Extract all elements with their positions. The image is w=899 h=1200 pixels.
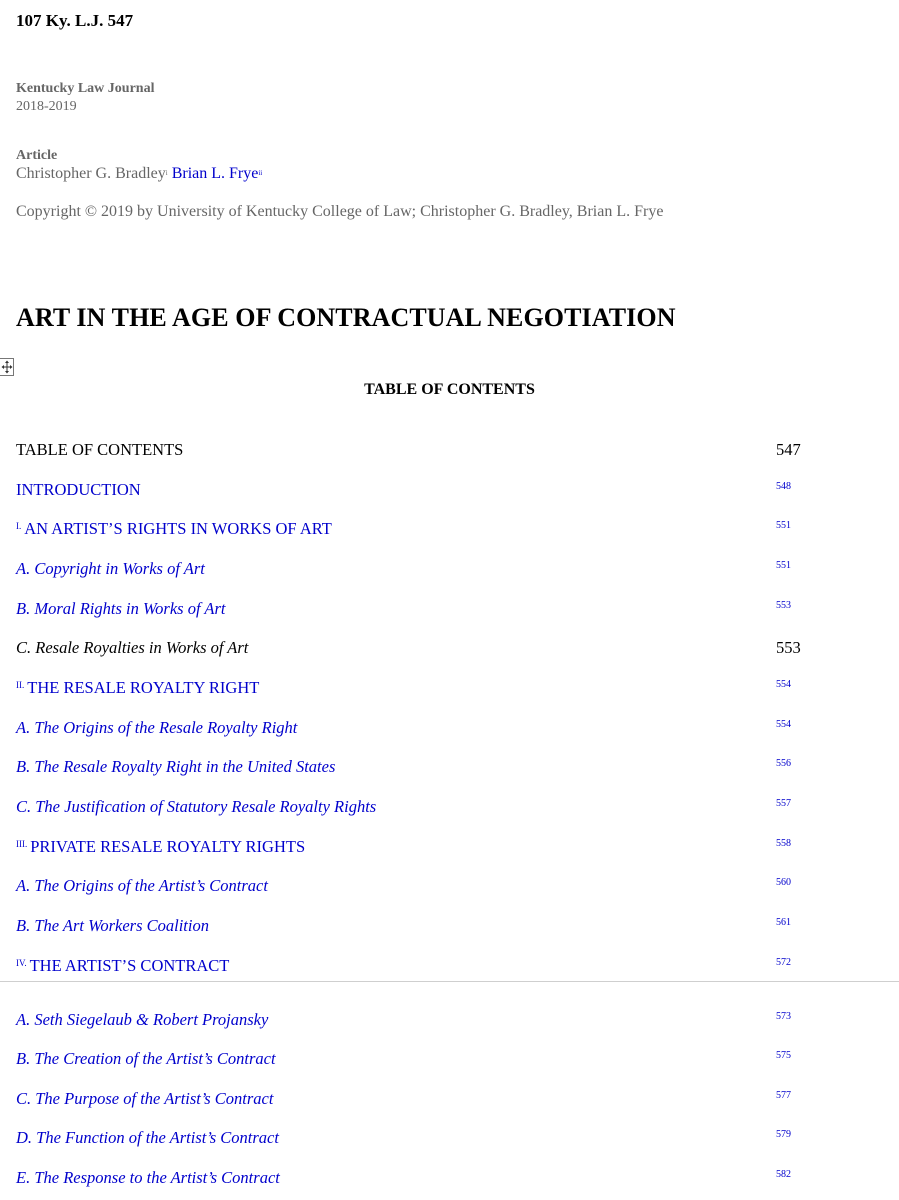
toc-page-number: 547 [776, 440, 801, 459]
toc-entry-text[interactable]: A. The Origins of the Resale Royalty Right [16, 718, 298, 737]
author-2-footnote[interactable]: ii [258, 169, 263, 177]
toc-entry-label[interactable] [16, 559, 205, 579]
toc-page-number[interactable]: 558 [776, 838, 791, 849]
toc-entry-text[interactable]: B. The Art Workers Coalition [16, 916, 209, 935]
toc-entry-text[interactable]: A. Copyright in Works of Art [16, 559, 205, 578]
toc-row[interactable] [0, 1049, 899, 1073]
toc-row[interactable] [0, 559, 899, 583]
toc-row[interactable] [0, 956, 899, 980]
toc-entry-text[interactable]: B. The Resale Royalty Right in the United States [16, 757, 336, 776]
toc-row[interactable] [0, 599, 899, 623]
toc-page-number[interactable]: 561 [776, 917, 791, 928]
toc-entry-text[interactable]: D. The Function of the Artist’s Contract [16, 1128, 279, 1147]
article-type: Article [16, 148, 58, 163]
citation: 107 Ky. L.J. 547 [16, 11, 134, 30]
toc-page-number[interactable]: 551 [776, 520, 791, 531]
toc-entry-text[interactable]: C. The Purpose of the Artist’s Contract [16, 1089, 274, 1108]
toc-heading: TABLE OF CONTENTS [364, 381, 535, 398]
toc-entry-label[interactable] [16, 956, 229, 976]
toc-entry-text[interactable]: E. The Response to the Artist’s Contract [16, 1168, 280, 1187]
toc-entry-label[interactable] [16, 599, 225, 619]
toc-page-number[interactable]: 582 [776, 1169, 791, 1180]
author-1-footnote[interactable]: i [165, 169, 168, 177]
toc-entry-label[interactable] [16, 519, 332, 539]
toc-row[interactable] [0, 1128, 899, 1152]
toc-page-number[interactable]: 554 [776, 679, 791, 690]
toc-page-number[interactable]: 548 [776, 481, 791, 492]
toc-entry-text[interactable]: C. The Justification of Statutory Resale Royalty Rights [16, 797, 377, 816]
toc-entry-label[interactable] [16, 797, 376, 817]
author-2-link[interactable]: Brian L. Frye [171, 165, 259, 182]
toc-row [0, 440, 899, 464]
toc-page-number[interactable]: 577 [776, 1090, 791, 1101]
toc-entry-label[interactable] [16, 757, 335, 777]
toc-entry-label[interactable] [16, 876, 268, 896]
move-arrows-icon[interactable] [0, 358, 14, 376]
toc-row[interactable] [0, 1089, 899, 1113]
toc-entry-label [16, 440, 183, 460]
toc-entry-text[interactable]: B. The Creation of the Artist’s Contract [16, 1049, 276, 1068]
toc-entry-text[interactable]: THE RESALE ROYALTY RIGHT [27, 678, 260, 697]
toc-entry-text[interactable]: A. Seth Siegelaub & Robert Projansky [16, 1010, 269, 1029]
divider [0, 981, 899, 982]
toc-row[interactable] [0, 1168, 899, 1192]
toc-page-number: 553 [776, 638, 801, 657]
toc-row[interactable] [0, 797, 899, 821]
toc-page-number[interactable]: 572 [776, 957, 791, 968]
toc-entry-text[interactable]: AN ARTIST’S RIGHTS IN WORKS OF ART [24, 519, 332, 538]
toc-entry-label[interactable] [16, 678, 259, 698]
toc-entry-text[interactable]: INTRODUCTION [16, 480, 141, 499]
journal-years: 2018-2019 [16, 99, 77, 114]
toc-entry-text[interactable]: THE ARTIST’S CONTRACT [29, 956, 230, 975]
toc-entry-label[interactable] [16, 718, 297, 738]
toc-row [0, 638, 899, 662]
toc-entry-text: C. Resale Royalties in Works of Art [16, 638, 249, 657]
toc-entry-text: TABLE OF CONTENTS [16, 440, 184, 459]
toc-entry-label[interactable] [16, 1089, 273, 1109]
toc-row[interactable] [0, 876, 899, 900]
toc-entry-label[interactable] [16, 1049, 276, 1069]
toc-row[interactable] [0, 1010, 899, 1034]
toc-row[interactable] [0, 678, 899, 702]
toc-entry-label[interactable] [16, 480, 141, 500]
toc-page-number[interactable]: 579 [776, 1129, 791, 1140]
toc-section-number: III. [16, 839, 28, 849]
toc-entry-text[interactable]: A. The Origins of the Artist’s Contract [16, 876, 268, 895]
article-title: ART IN THE AGE OF CONTRACTUAL NEGOTIATION [16, 303, 676, 332]
toc-page-number[interactable]: 573 [776, 1011, 791, 1022]
toc-page-number[interactable]: 557 [776, 798, 791, 809]
toc-entry-text[interactable]: PRIVATE RESALE ROYALTY RIGHTS [30, 837, 306, 856]
toc-row[interactable] [0, 718, 899, 742]
author-1: Christopher G. Bradley [16, 165, 166, 182]
toc-page-number[interactable]: 551 [776, 560, 791, 571]
toc-page-number[interactable]: 560 [776, 877, 791, 888]
toc-entry-label[interactable] [16, 1128, 279, 1148]
toc-page-number[interactable]: 553 [776, 600, 791, 611]
toc-row[interactable] [0, 757, 899, 781]
toc-row[interactable] [0, 519, 899, 543]
toc-section-number: I. [16, 521, 22, 531]
journal-name: Kentucky Law Journal [16, 81, 155, 96]
toc-row[interactable] [0, 480, 899, 504]
toc-entry-label[interactable] [16, 1168, 280, 1188]
toc-row[interactable] [0, 916, 899, 940]
toc-entry-label [16, 638, 248, 658]
toc-row[interactable] [0, 837, 899, 861]
toc-entry-label[interactable] [16, 916, 209, 936]
toc-page-number[interactable]: 554 [776, 719, 791, 730]
toc-entry-label[interactable] [16, 1010, 268, 1030]
toc-section-number: IV. [16, 958, 27, 968]
toc-page-number[interactable]: 556 [776, 758, 791, 769]
copyright-notice: Copyright © 2019 by University of Kentucky College of Law; Christopher G. Bradley, Brian L. Frye [16, 203, 664, 220]
authors-line [16, 165, 262, 183]
toc-section-number: II. [16, 680, 25, 690]
toc-page-number[interactable]: 575 [776, 1050, 791, 1061]
toc-entry-text[interactable]: B. Moral Rights in Works of Art [16, 599, 226, 618]
toc-entry-label[interactable] [16, 837, 305, 857]
